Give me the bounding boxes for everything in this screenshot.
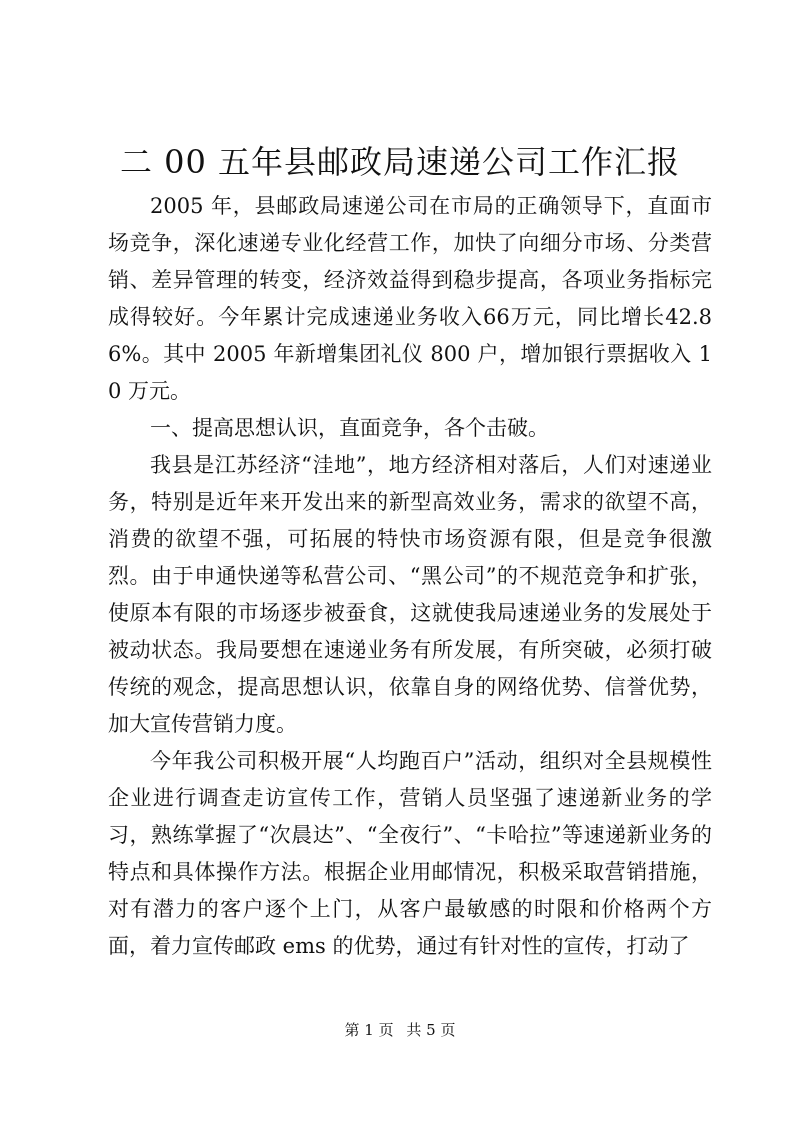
paragraph-activities: 今年我公司积极开展“人均跑百户”活动，组织对全县规模性企业进行调查走访宣传工作，营销人员坚强了速递新业务的学习，熟练掌握了“次晨达”、“全夜行”、“卡哈拉”等速递新业务的特点和具体操作方法。根据企业用邮情况，积极采取营销措施，对有潜力的客户逐个上门，从客户最敏感的时限和价格两个方面，着力宣传邮政 ems 的优势，通过有针对性的宣传，打动了	[108, 749, 712, 958]
paragraph-background: 我县是江苏经济“洼地”，地方经济相对落后，人们对速递业务，特别是近年来开发出来的新型高效业务，需求的欲望不高，消费的欲望不强，可拓展的特快市场资源有限，但是竞争很激烈。由于申通快递等私营公司、“黑公司”的不规范竞争和扩张，使原本有限的市场逐步被蚕食，这就使我局速递业务的发展处于被动状态。我局要想在速递业务有所发展，有所突破，必须打破传统的观念，提高思想认识，依靠自身的网络优势、信誉优势，加大宣传营销力度。	[108, 453, 712, 736]
paragraph-summary: 2005 年，县邮政局速递公司在市局的正确领导下，直面市场竞争，深化速递专业化经营工作，加快了向细分市场、分类营销、差异管理的转变，经济效益得到稳步提高，各项业务指标完成得较好。今年累计完成速递业务收入66万元，同比增长42.86%。其中 2005 年新增集团礼仪 800 户，增加银行票据收入 10 万元。	[108, 194, 712, 403]
section-heading-1: 一、提高思想认识，直面竞争，各个击破。	[150, 416, 549, 440]
document-body	[108, 188, 712, 965]
page-footer	[0, 1020, 800, 1040]
page-number: 第 1 页	[344, 1021, 394, 1039]
page-total: 共 5 页	[406, 1021, 456, 1039]
document-title: 二 00 五年县邮政局速递公司工作汇报	[119, 143, 681, 181]
